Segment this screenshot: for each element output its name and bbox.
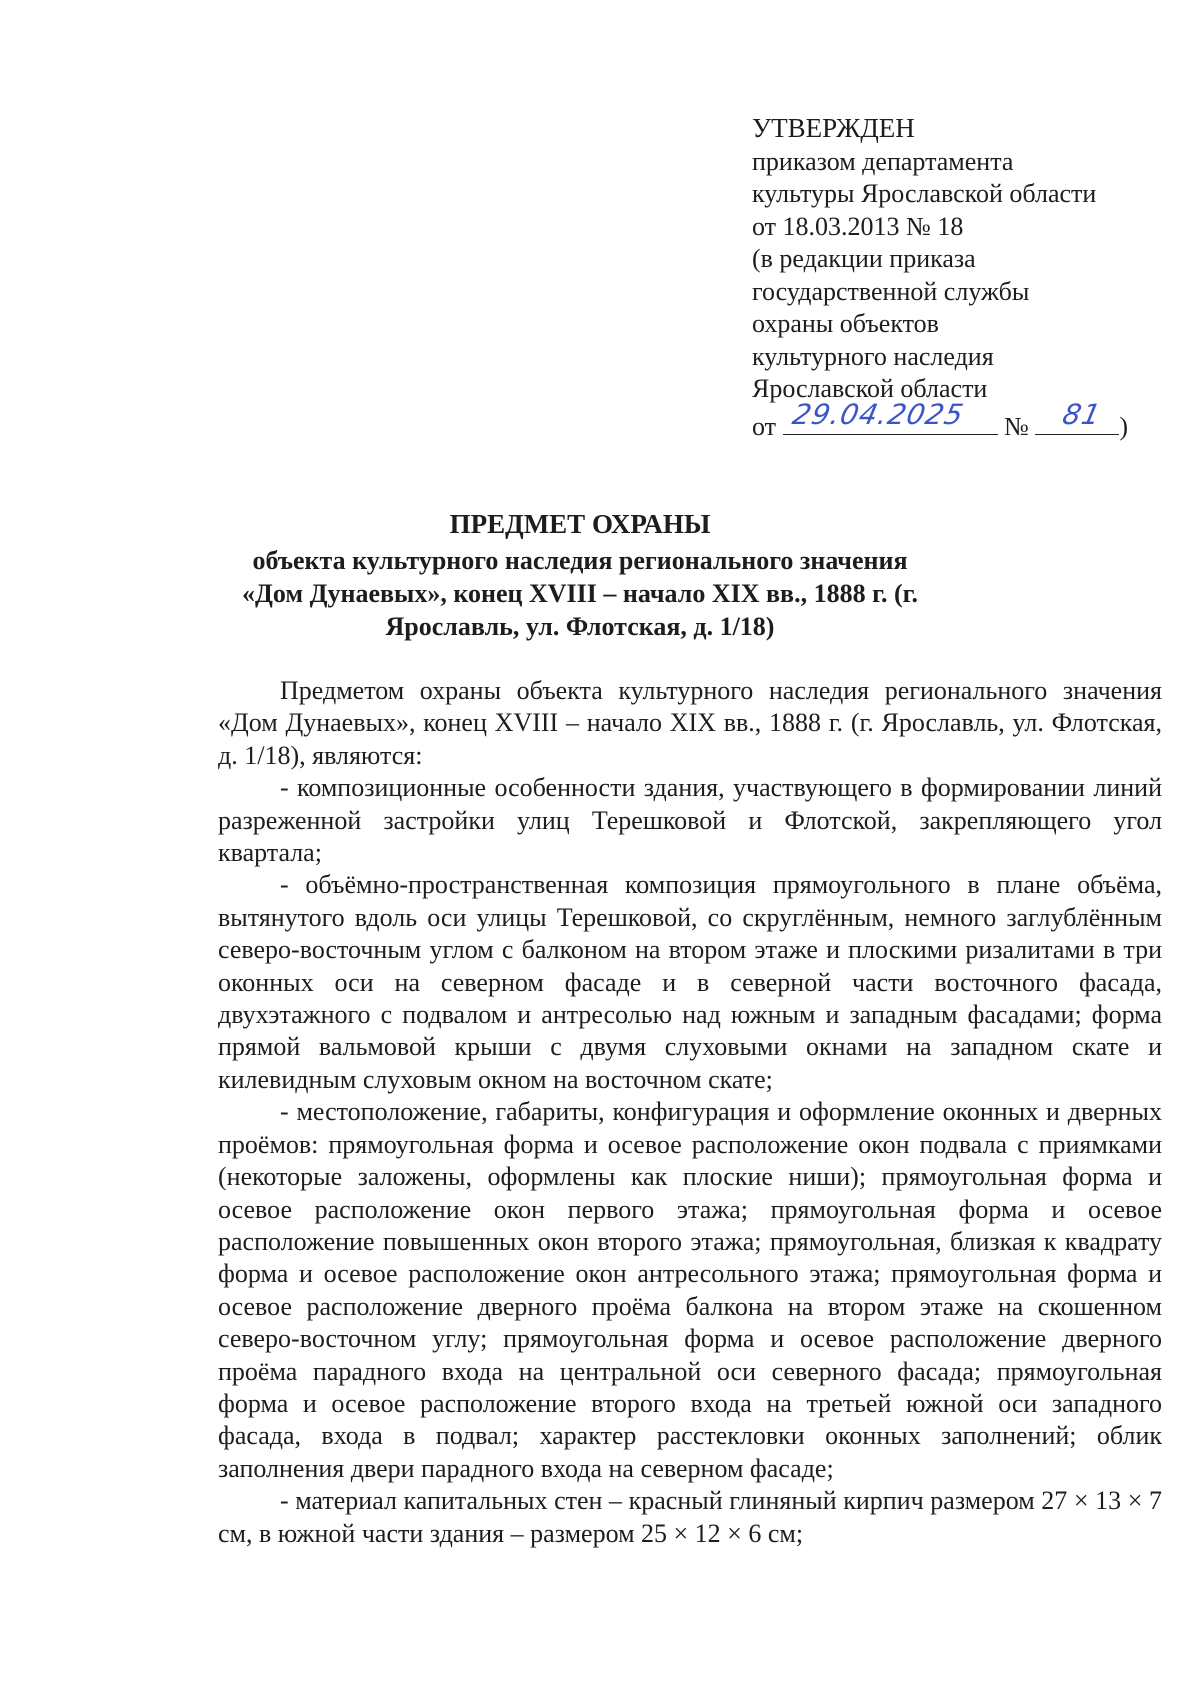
document-body (218, 675, 1162, 1550)
body-paragraph: - местоположение, габариты, конфигурация и оформление оконных и дверных проёмов: прямоугольная форма и осевое расположение окон подвала с приямками (некоторые заложены, оформлены как плоские ниши); прямоугольная форма и осевое расположение окон первого этажа; прямоугольная форма и осевое расположение повышенных окон второго этажа; прямоугольная, близкая к квадрату форма и осевое расположение окон антресольного этажа; прямоугольная форма и осевое расположение дверного проёма балкона на втором этаже на скошенном северо-восточном углу; прямоугольная форма и осевое расположение дверного проёма парадного входа на центральной оси северного фасада; прямоугольная форма и осевое расположение второго входа на третьей южной оси западного фасада, входа в подвал; характер расстекловки оконных заполнений; облик заполнения двери парадного входа на северном фасаде; (218, 1097, 1162, 1483)
body-paragraph: - композиционные особенности здания, участвующего в формировании линий разреженной застройки улиц Терешковой и Флотской, закрепляющего угол квартала; (218, 773, 1162, 868)
approval-line: культуры Ярославской области (752, 179, 1097, 208)
date-fill-field (783, 398, 998, 435)
approval-line: приказом департамента (752, 146, 1014, 176)
number-label: № (1004, 411, 1029, 441)
document-title (220, 508, 940, 643)
body-paragraph: Предметом охраны объекта культурного наследия регионального значения «Дом Дунаевых», конец XVIII – начало XIX вв., 1888 г. (г. Ярославль, ул. Флотская, д. 1/18), являются: (218, 676, 1162, 770)
approval-line: культурного наследия (752, 341, 994, 371)
title-heading: ПРЕДМЕТ ОХРАНЫ (449, 509, 711, 539)
approval-stamp-block (752, 112, 1152, 443)
body-paragraph: - материал капитальных стен – красный глиняный кирпич размером 27 × 13 × 7 см, в южной части здания – размером 25 × 12 × 6 см; (218, 1486, 1162, 1548)
close-paren: ) (1119, 411, 1129, 441)
number-fill-field (1035, 398, 1119, 435)
handwritten-date: 29.04.2025 (789, 398, 967, 431)
approval-line: (в редакции приказа (752, 244, 976, 273)
title-subtitle: объекта культурного наследия регионального значения «Дом Дунаевых», конец XVIII – начало XIX вв., 1888 г. (г. Ярославль, ул. Флотская, д. 1/18) (242, 546, 918, 641)
approval-line: от 18.03.2013 № 18 (752, 211, 964, 241)
body-paragraph: - объёмно-пространственная композиция прямоугольного в плане объёма, вытянутого вдоль оси улицы Терешковой, со скруглённым, немного заглублённым северо-восточным углом с балконом на втором этаже и плоскими ризалитами в три оконных оси на северном фасаде и в северной части восточного фасада, двухэтажного с подвалом и антресолью над южным и западным фасадами; форма прямой вальмовой крыши с двумя слуховыми окнами на западном скате и килевидным слуховым окном на восточном скате; (218, 870, 1162, 1094)
from-label: от (752, 411, 777, 441)
approval-line: Ярославской области (752, 374, 988, 403)
approval-heading: УТВЕРЖДЕН (752, 113, 915, 143)
approval-line: государственной службы (752, 276, 1030, 306)
handwritten-number: 81 (1059, 398, 1105, 431)
approval-line: охраны объектов (752, 309, 939, 338)
approval-date-number-line (752, 398, 1152, 444)
